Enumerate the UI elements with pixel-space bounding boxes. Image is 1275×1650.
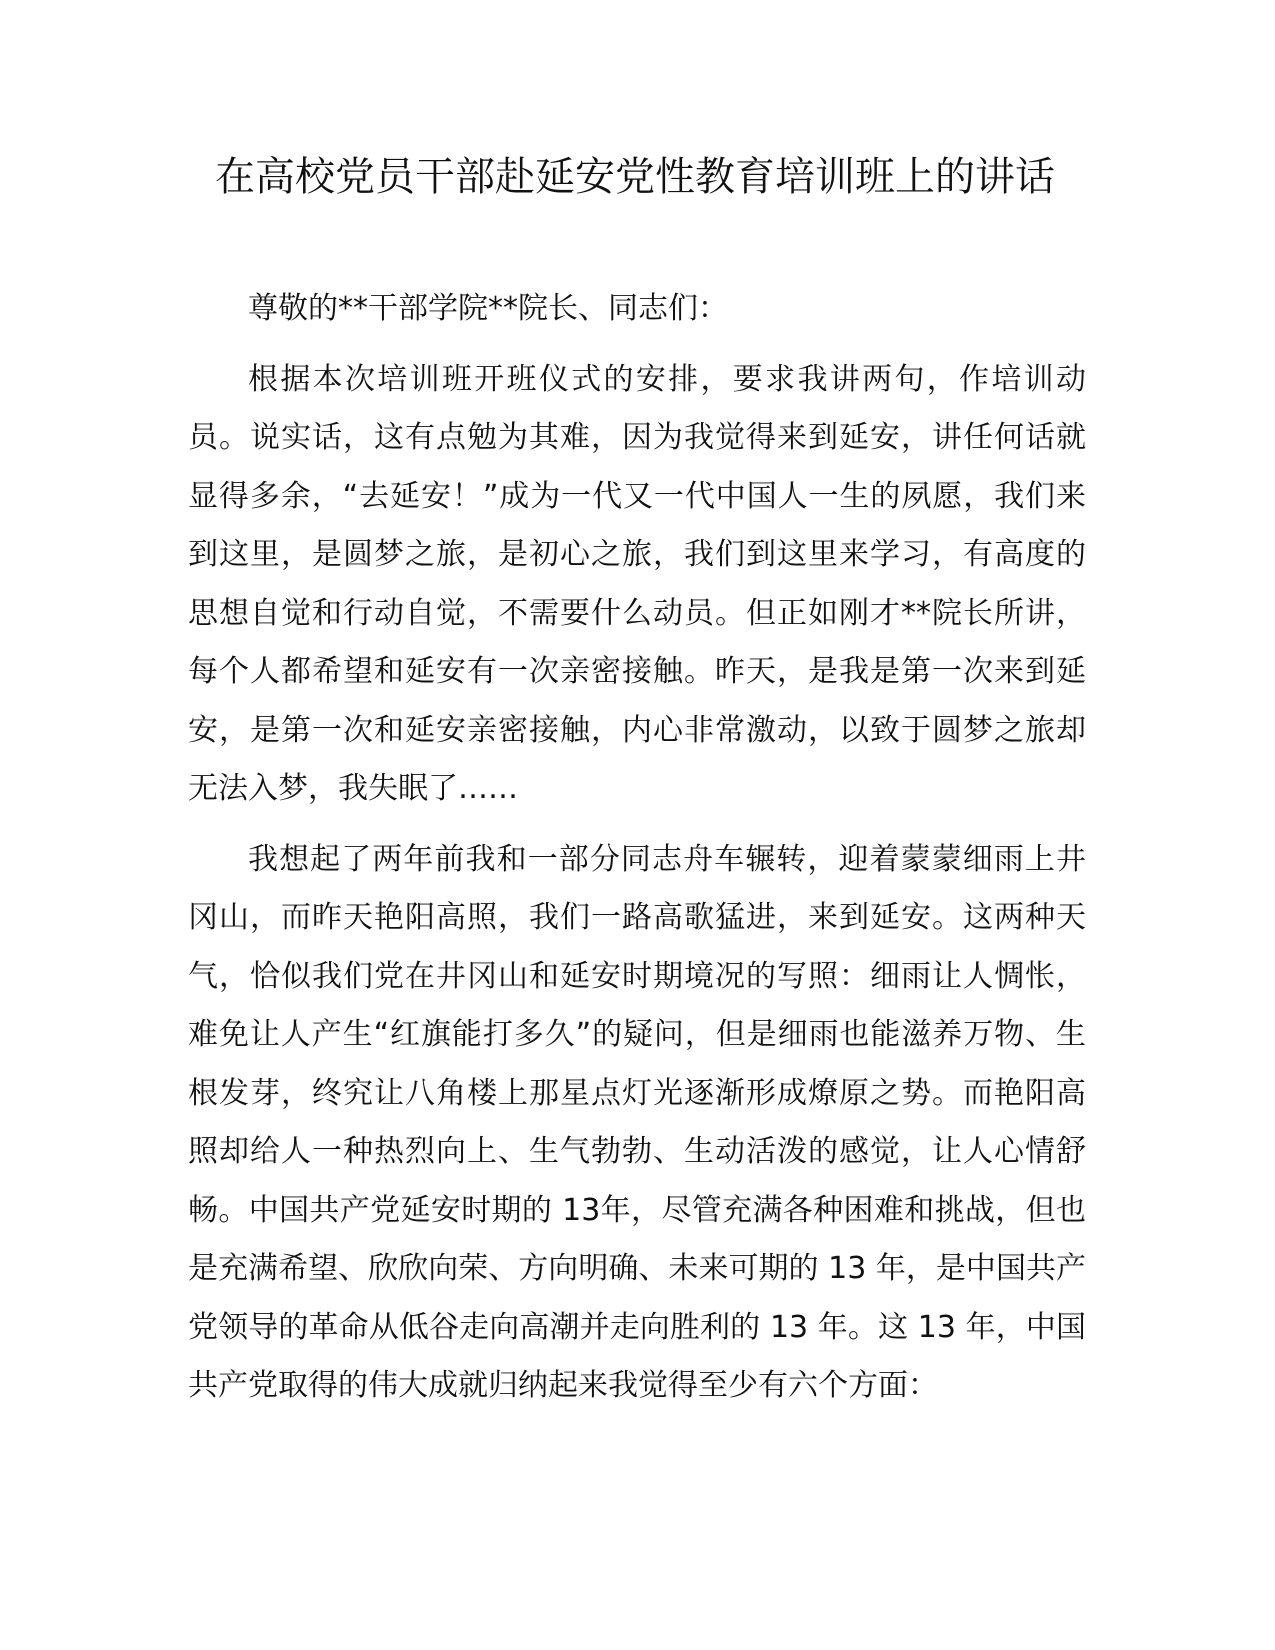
salutation-paragraph: 尊敬的**干部学院**院长、同志们： [248, 291, 728, 326]
body-paragraph: 根据本次培训班开班仪式的安排，要求我讲两句，作培训动员。说实话，这有点勉为其难，因为我觉得来到延安，讲任何话就显得多余，“去延安！”成为一代又一代中国人一生的夙愿，我们来到这里，是圆梦之旅，是初心之旅，我们到这里来学习，有高度的思想自觉和行动自觉，不需要什么动员。但正如刚才**院长所讲，每个人都希望和延安有一次亲密接触。昨天，是我是第一次来到延安，是第一次和延安亲密接触，内心非常激动，以致于圆梦之旅却无法入梦，我失眠了…… [188, 361, 1086, 806]
body-paragraph: 我想起了两年前我和一部分同志舟车辗转，迎着蒙蒙细雨上井冈山，而昨天艳阳高照，我们一路高歌猛进，来到延安。这两种天气，恰似我们党在井冈山和延安时期境况的写照：细雨让人惆怅，难免让人产生“红旗能打多久”的疑问，但是细雨也能滋养万物、生根发芽，终究让八角楼上那星点灯光逐渐形成燎原之势。而艳阳高照却给人一种热烈向上、生气勃勃、生动活泼的感觉，让人心情舒畅。中国共产党延安时期的 13年，尽管充满各种困难和挑战，但也是充满希望、欣欣向荣、方向明确、未来可期的 13 年，是中国共产党领导的革命从低谷走向高潮并走向胜利的 13 年。这 13 年，中国共产党取得的伟大成就归纳起来我觉得至少有六个方面： [188, 841, 1086, 1403]
document-title: 在高校党员干部赴延安党性教育培训班上的讲话 [215, 154, 1055, 200]
document-body [188, 280, 1086, 1416]
